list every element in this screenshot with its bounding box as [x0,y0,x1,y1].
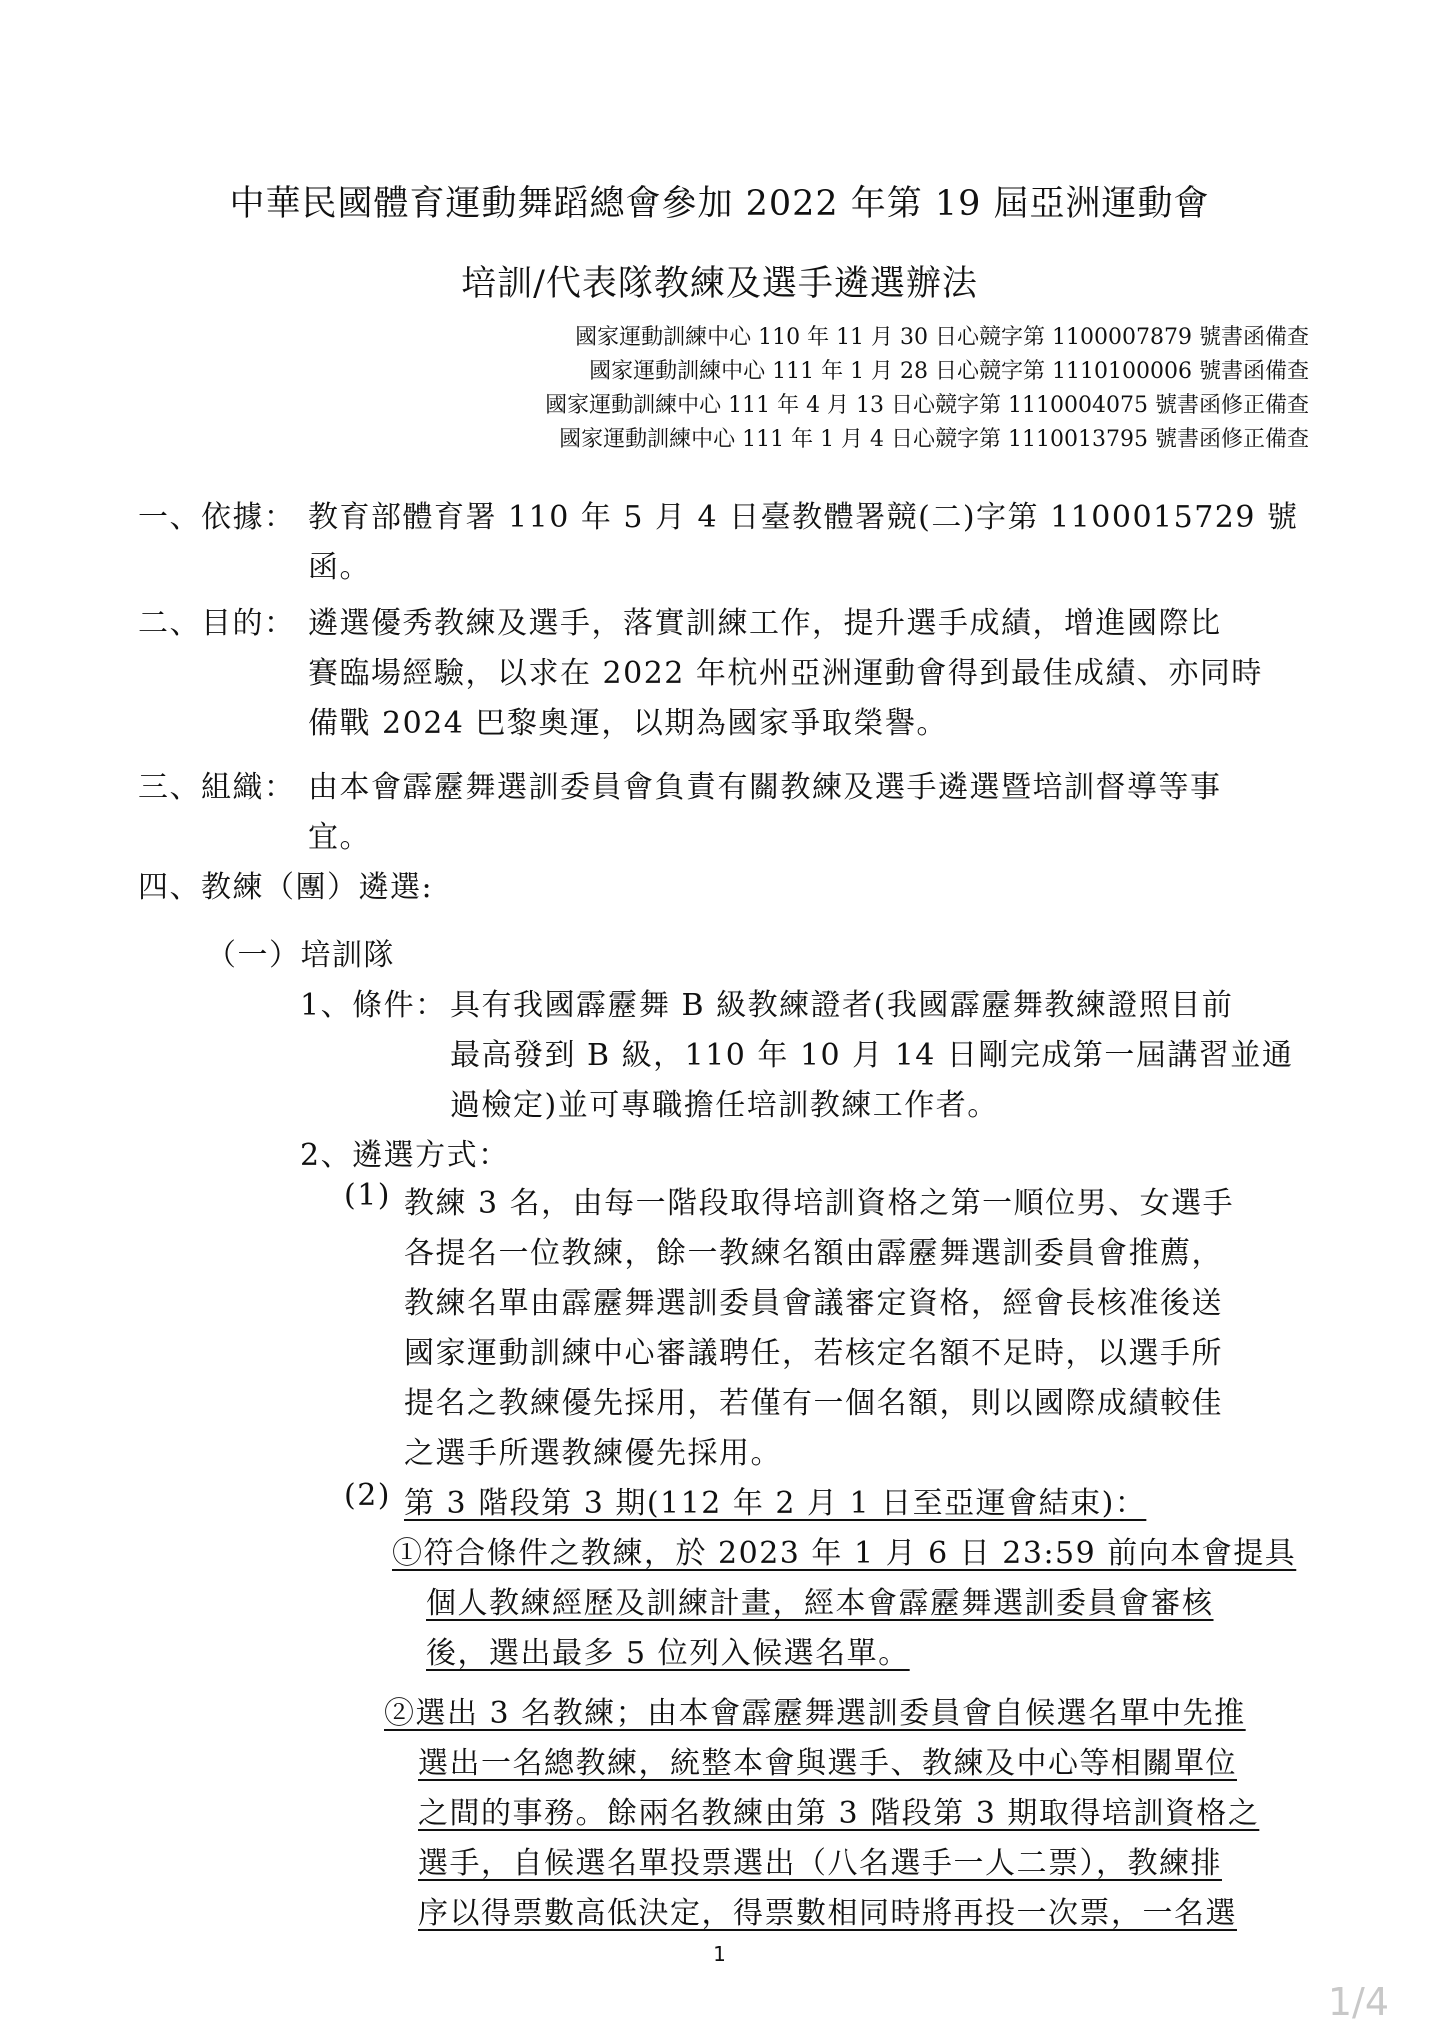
reference-line: 國家運動訓練中心 110 年 11 月 30 日心競字第 1100007879 號書函備查 [575,325,1309,350]
section-3-label: 三、組織： [138,770,296,805]
clause-2-text: ②選出 3 名教練；由本會霹靂舞選訓委員會自候選名單中先推 [384,1696,1246,1731]
page-number: 1 [713,1942,726,1966]
item-1-text: 提名之教練優先採用，若僅有一個名額，則以國際成績較佳 [404,1386,1223,1421]
section-2-label: 二、目的： [138,606,296,641]
reference-line: 國家運動訓練中心 111 年 1 月 4 日心競字第 1110013795 號書函修正備查 [559,427,1309,452]
reference-line: 國家運動訓練中心 111 年 4 月 13 日心競字第 1110004075 號書函修正備查 [545,393,1309,418]
section-1-label: 一、依據： [138,500,296,535]
item-1-text: 之選手所選教練優先採用。 [404,1436,782,1471]
document-subtitle: 培訓/代表隊教練及選手遴選辦法 [461,264,978,304]
section-3-text: 由本會霹靂舞選訓委員會負責有關教練及選手遴選暨培訓督導等事 [308,770,1222,805]
section-2-text: 備戰 2024 巴黎奧運，以期為國家爭取榮譽。 [308,706,948,741]
clause-1-text: 個人教練經歷及訓練計畫，經本會霹靂舞選訓委員會審核 [426,1586,1214,1621]
reference-line: 國家運動訓練中心 111 年 1 月 28 日心競字第 1110100006 號書函備查 [589,359,1309,384]
clause-2-text: 序以得票數高低決定，得票數相同時將再投一次票，一名選 [418,1896,1237,1931]
section-2-text: 賽臨場經驗，以求在 2022 年杭州亞洲運動會得到最佳成績、亦同時 [308,656,1263,691]
item-1-label: (1) [344,1178,391,1213]
condition-text: 最高發到 B 級，110 年 10 月 14 日剛完成第一屆講習並通 [450,1038,1294,1073]
document-title: 中華民國體育運動舞蹈總會參加 2022 年第 19 屆亞洲運動會 [229,184,1210,224]
section-2-text: 遴選優秀教練及選手，落實訓練工作，提升選手成績，增進國際比 [308,606,1222,641]
section-4-label: 四、教練（團）遴選: [138,870,434,905]
item-1-text: 教練 3 名，由每一階段取得培訓資格之第一順位男、女選手 [404,1186,1235,1221]
item-1-text: 國家運動訓練中心審議聘任，若核定名額不足時，以選手所 [404,1336,1223,1371]
page-indicator: 1/4 [1327,1980,1389,2024]
condition-label: 1、條件： [300,988,447,1023]
item-2-label: (2) [344,1478,391,1513]
method-label: 2、遴選方式： [300,1138,510,1173]
condition-text: 具有我國霹靂舞 B 級教練證者(我國霹靂舞教練證照目前 [450,988,1234,1023]
section-1-text: 函。 [308,550,371,585]
clause-2-text: 之間的事務。餘兩名教練由第 3 階段第 3 期取得培訓資格之 [418,1796,1260,1831]
item-1-text: 教練名單由霹靂舞選訓委員會議審定資格，經會長核准後送 [404,1286,1223,1321]
clause-1-text: ①符合條件之教練，於 2023 年 1 月 6 日 23:59 前向本會提具 [392,1536,1297,1571]
item-2-title: 第 3 階段第 3 期(112 年 2 月 1 日至亞運會結束)： [404,1486,1147,1521]
section-1-text: 教育部體育署 110 年 5 月 4 日臺教體署競(二)字第 1100015729 號 [308,500,1299,535]
item-1-text: 各提名一位教練，餘一教練名額由霹靂舞選訓委員會推薦， [404,1236,1223,1271]
section-3-text: 宜。 [308,820,371,855]
clause-1-text: 後，選出最多 5 位列入候選名單。 [426,1636,910,1671]
clause-2-text: 選出一名總教練，統整本會與選手、教練及中心等相關單位 [418,1746,1237,1781]
subsection-label: （一）培訓隊 [206,938,395,973]
condition-text: 過檢定)並可專職擔任培訓教練工作者。 [450,1088,999,1123]
clause-2-text: 選手，自候選名單投票選出（八名選手一人二票），教練排 [418,1846,1222,1881]
